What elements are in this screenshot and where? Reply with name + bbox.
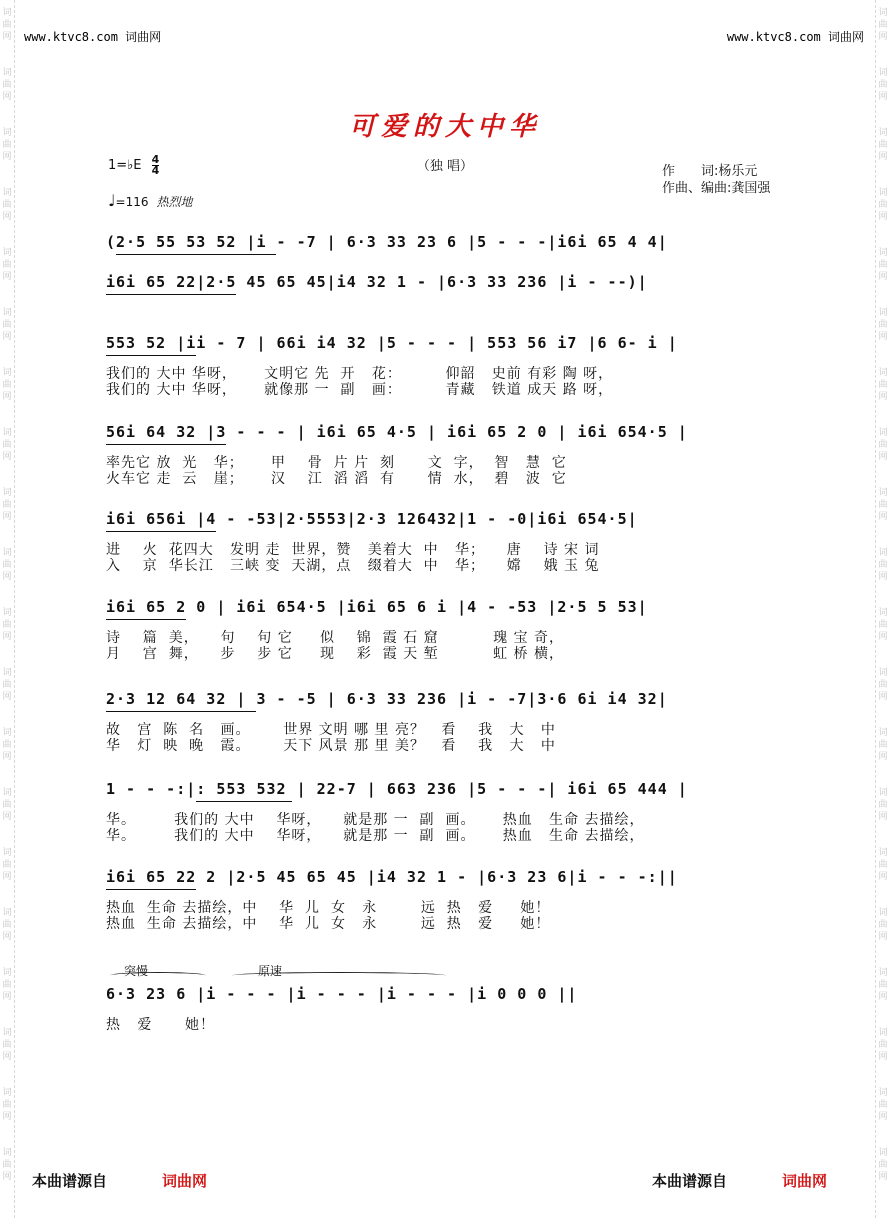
watermark-glyph: 词 [878, 128, 888, 138]
lyric-6-verse-1: 诗 篇 美， 句 句 它 似 锦 霞 石 窟 瑰 宝 奇， [106, 630, 565, 646]
expression-text: 热烈地 [156, 195, 193, 209]
header-right-url: www.ktvc8.com 词曲网 [726, 30, 864, 44]
watermark-glyph: 词 [878, 548, 888, 558]
watermark-glyph: 曲 [878, 800, 888, 810]
watermark-glyph: 曲 [878, 1160, 888, 1170]
watermark-glyph: 词 [2, 848, 12, 858]
watermark-glyph: 词 [2, 548, 12, 558]
watermark-glyph: 曲 [2, 980, 12, 990]
composer-credit: 作曲、编曲:龚国强 [662, 181, 771, 196]
watermark-glyph: 词 [878, 848, 888, 858]
beam-underline [106, 444, 226, 445]
watermark-glyph: 网 [2, 1172, 12, 1182]
watermark-glyph: 网 [878, 692, 888, 702]
watermark-glyph: 网 [878, 812, 888, 822]
watermark-glyph: 曲 [878, 20, 888, 30]
watermark-glyph: 词 [878, 368, 888, 378]
watermark-glyph: 词 [2, 248, 12, 258]
score-line-7: 2·3 12 64 32 | 3 - -5 | 6·3 33 236 |i - -7|3·6 6i i4 32| [106, 690, 668, 708]
score-line-5: i6i 656i |4 - -53|2·5553|2·3 126432|1 - -0|i6i 654·5| [106, 510, 638, 528]
time-bottom: 4 [151, 164, 160, 177]
watermark-glyph: 词 [878, 428, 888, 438]
watermark-glyph: 曲 [2, 680, 12, 690]
watermark-glyph: 词 [878, 1088, 888, 1098]
watermark-glyph: 网 [878, 152, 888, 162]
watermark-glyph: 网 [878, 1172, 888, 1182]
quarter-note-icon: ♩ [108, 191, 116, 210]
watermark-glyph: 词 [878, 308, 888, 318]
watermark-glyph: 词 [2, 788, 12, 798]
watermark-glyph: 词 [878, 248, 888, 258]
watermark-glyph: 网 [2, 452, 12, 462]
watermark-glyph: 网 [2, 932, 12, 942]
watermark-glyph: 曲 [2, 1040, 12, 1050]
lyric-9-verse-1: 热血 生命 去描绘，中 华 儿 女 永 远 热 爱 她！ [106, 900, 551, 916]
beam-underline [106, 355, 196, 356]
watermark-glyph: 网 [2, 1052, 12, 1062]
watermark-glyph: 曲 [878, 320, 888, 330]
watermark-glyph: 词 [2, 668, 12, 678]
watermark-glyph: 网 [878, 452, 888, 462]
tempo-value: =116 [115, 195, 149, 209]
watermark-glyph: 网 [878, 752, 888, 762]
lyric-4-verse-2: 火车它 走 云 崖； 汉 江 滔 滔 有 情 水， 碧 波 它 [106, 471, 567, 487]
beam-underline [116, 254, 276, 255]
watermark-glyph: 词 [878, 8, 888, 18]
watermark-glyph: 词 [2, 188, 12, 198]
watermark-glyph: 词 [878, 1028, 888, 1038]
watermark-glyph: 词 [878, 488, 888, 498]
credits [662, 163, 770, 197]
watermark-glyph: 曲 [878, 260, 888, 270]
watermark-glyph: 曲 [2, 1100, 12, 1110]
watermark-glyph: 曲 [2, 740, 12, 750]
watermark-glyph: 词 [2, 1028, 12, 1038]
watermark-glyph: 曲 [2, 620, 12, 630]
watermark-glyph: 网 [2, 812, 12, 822]
score-line-3: 553 52 |ii - 7 | 66i i4 32 |5 - - - | 553 56 i7 |6 6- i | [106, 334, 678, 352]
watermark-glyph: 网 [878, 572, 888, 582]
watermark-glyph: 词 [878, 608, 888, 618]
watermark-glyph: 网 [878, 632, 888, 642]
watermark-glyph: 曲 [2, 380, 12, 390]
lyric-6-verse-2: 月 宫 舞， 步 步 它 现 彩 霞 天 堑 虹 桥 横， [106, 646, 565, 662]
watermark-glyph: 曲 [2, 500, 12, 510]
watermark-glyph: 词 [878, 1148, 888, 1158]
watermark-glyph: 网 [2, 212, 12, 222]
lyric-8-verse-2: 华。 我们的 大中 华呀， 就是那 一 副 画。 热血 生命 去描绘， [106, 828, 645, 844]
lyricist-credit: 作 词:杨乐元 [662, 164, 758, 179]
time-top: 4 [151, 153, 160, 166]
beam-underline [106, 889, 196, 890]
watermark-glyph: 曲 [2, 860, 12, 870]
score-line-6: i6i 65 2 0 | i6i 654·5 |i6i 65 6 i |4 - -53 |2·5 5 53| [106, 598, 648, 616]
watermark-glyph: 曲 [878, 1100, 888, 1110]
watermark-glyph: 词 [878, 908, 888, 918]
score-line-4: 56i 64 32 |3 - - - | i6i 65 4·5 | i6i 65 2 0 | i6i 654·5 | [106, 423, 688, 441]
watermark-glyph: 曲 [2, 800, 12, 810]
watermark-glyph: 曲 [878, 140, 888, 150]
key-label: 1=♭E [108, 158, 142, 173]
beam-underline [106, 711, 256, 712]
lyric-3-verse-1: 我们的 大中 华呀， 文明它 先 开 花： 仰韶 史前 有彩 陶 呀， [106, 366, 614, 382]
left-watermark-strip [0, 0, 15, 1218]
footer-site-link[interactable]: 词曲网 [162, 1172, 208, 1190]
watermark-glyph: 网 [2, 752, 12, 762]
beam-underline [106, 294, 236, 295]
watermark-glyph: 曲 [2, 560, 12, 570]
watermark-glyph: 网 [878, 92, 888, 102]
watermark-glyph: 网 [2, 572, 12, 582]
watermark-glyph: 网 [878, 272, 888, 282]
watermark-glyph: 曲 [2, 80, 12, 90]
watermark-glyph: 词 [2, 728, 12, 738]
score-line-2: i6i 65 22|2·5 45 65 45|i4 32 1 - |6·3 33 236 |i - --)| [106, 273, 648, 291]
beam-underline [106, 531, 216, 532]
watermark-glyph: 网 [2, 992, 12, 1002]
watermark-glyph: 网 [878, 512, 888, 522]
original-tempo-marking: 原速 [258, 964, 283, 978]
watermark-glyph: 网 [2, 332, 12, 342]
lyric-5-verse-1: 进 火 花四大 发明 走 世界，赞 美着大 中 华； 唐 诗 宋 词 [106, 542, 600, 558]
beam-underline [106, 619, 186, 620]
lyric-4-verse-1: 率先它 放 光 华； 甲 骨 片 片 刻 文 字， 智 慧 它 [106, 455, 567, 471]
watermark-glyph: 曲 [2, 920, 12, 930]
lyric-7-verse-2: 华 灯 映 晚 霞。 天下 风景 那 里 美？ 看 我 大 中 [106, 738, 556, 754]
lyric-5-verse-2: 入 京 华长江 三峡 变 天湖，点 缀着大 中 华； 嫦 娥 玉 兔 [106, 558, 600, 574]
song-title: 可爱的大中华 [348, 112, 541, 142]
watermark-glyph: 网 [2, 272, 12, 282]
footer-right [652, 1170, 827, 1191]
watermark-glyph: 曲 [878, 500, 888, 510]
tie-arc [110, 972, 206, 979]
watermark-glyph: 词 [2, 1088, 12, 1098]
watermark-glyph: 网 [878, 932, 888, 942]
watermark-glyph: 词 [878, 68, 888, 78]
footer-left [32, 1170, 207, 1191]
watermark-glyph: 网 [878, 392, 888, 402]
watermark-glyph: 网 [2, 692, 12, 702]
score-line-10: 6·3 23 6 |i - - - |i - - - |i - - - |i 0 0 0 || [106, 985, 578, 1003]
beam-underline [196, 801, 292, 802]
watermark-glyph: 曲 [878, 980, 888, 990]
watermark-glyph: 曲 [2, 20, 12, 30]
watermark-glyph: 词 [2, 1148, 12, 1158]
watermark-glyph: 曲 [878, 560, 888, 570]
lyric-7-verse-1: 故 宫 陈 名 画。 世界 文明 哪 里 亮？ 看 我 大 中 [106, 722, 556, 738]
watermark-glyph: 网 [2, 872, 12, 882]
watermark-glyph: 网 [2, 632, 12, 642]
right-watermark-strip [875, 0, 890, 1218]
watermark-glyph: 曲 [878, 80, 888, 90]
watermark-glyph: 曲 [2, 1160, 12, 1170]
watermark-glyph: 曲 [878, 680, 888, 690]
watermark-glyph: 网 [878, 1112, 888, 1122]
watermark-glyph: 网 [878, 32, 888, 42]
watermark-glyph: 词 [2, 68, 12, 78]
watermark-glyph: 网 [2, 1112, 12, 1122]
watermark-glyph: 曲 [878, 620, 888, 630]
watermark-glyph: 曲 [2, 320, 12, 330]
watermark-glyph: 词 [2, 608, 12, 618]
watermark-glyph: 曲 [878, 200, 888, 210]
score-line-9: i6i 65 22 2 |2·5 45 65 45 |i4 32 1 - |6·3 23 6|i - - -:|| [106, 868, 678, 886]
watermark-glyph: 曲 [878, 920, 888, 930]
watermark-glyph: 词 [878, 968, 888, 978]
performance-type: （独 唱） [416, 159, 474, 174]
watermark-glyph: 词 [2, 8, 12, 18]
watermark-glyph: 曲 [878, 440, 888, 450]
tie-arc [232, 972, 446, 979]
lyric-3-verse-2: 我们的 大中 华呀， 就像那 一 副 画： 青藏 铁道 成天 路 呀， [106, 382, 614, 398]
watermark-glyph: 曲 [878, 860, 888, 870]
watermark-glyph: 词 [2, 968, 12, 978]
watermark-glyph: 网 [878, 212, 888, 222]
score-line-8: 1 - - -:|: 553 532 | 22-7 | 663 236 |5 - - -| i6i 65 444 | [106, 780, 688, 798]
watermark-glyph: 网 [2, 92, 12, 102]
tempo-marking [108, 191, 193, 210]
watermark-glyph: 网 [2, 392, 12, 402]
watermark-glyph: 词 [878, 188, 888, 198]
watermark-glyph: 网 [2, 32, 12, 42]
watermark-glyph: 词 [2, 908, 12, 918]
watermark-glyph: 曲 [2, 260, 12, 270]
watermark-glyph: 词 [2, 488, 12, 498]
watermark-glyph: 曲 [2, 440, 12, 450]
watermark-glyph: 词 [2, 128, 12, 138]
watermark-glyph: 词 [2, 308, 12, 318]
header-left-url: www.ktvc8.com 词曲网 [24, 30, 162, 44]
watermark-glyph: 网 [2, 512, 12, 522]
watermark-glyph: 网 [878, 332, 888, 342]
lyric-10-verse-1: 热 爱 她！ [106, 1017, 216, 1033]
footer-source-label: 本曲谱源自 [652, 1172, 728, 1190]
watermark-glyph: 网 [878, 1052, 888, 1062]
watermark-glyph: 曲 [878, 740, 888, 750]
footer-source-label: 本曲谱源自 [32, 1172, 108, 1190]
watermark-glyph: 词 [2, 428, 12, 438]
lyric-9-verse-2: 热血 生命 去描绘，中 华 儿 女 永 远 热 爱 她！ [106, 916, 551, 932]
watermark-glyph: 词 [878, 728, 888, 738]
footer-site-link[interactable]: 词曲网 [782, 1172, 828, 1190]
slow-marking: 突慢 [124, 964, 149, 978]
watermark-glyph: 曲 [878, 380, 888, 390]
watermark-glyph: 曲 [2, 200, 12, 210]
watermark-glyph: 曲 [878, 1040, 888, 1050]
watermark-glyph: 词 [2, 368, 12, 378]
watermark-glyph: 网 [878, 992, 888, 1002]
lyric-8-verse-1: 华。 我们的 大中 华呀， 就是那 一 副 画。 热血 生命 去描绘， [106, 812, 645, 828]
watermark-glyph: 曲 [2, 140, 12, 150]
watermark-glyph: 词 [878, 668, 888, 678]
watermark-glyph: 网 [878, 872, 888, 882]
score-line-1: (2·5 55 53 52 |i - -7 | 6·3 33 23 6 |5 - - -|i6i 65 4 4| [106, 233, 668, 251]
watermark-glyph: 网 [2, 152, 12, 162]
watermark-glyph: 词 [878, 788, 888, 798]
